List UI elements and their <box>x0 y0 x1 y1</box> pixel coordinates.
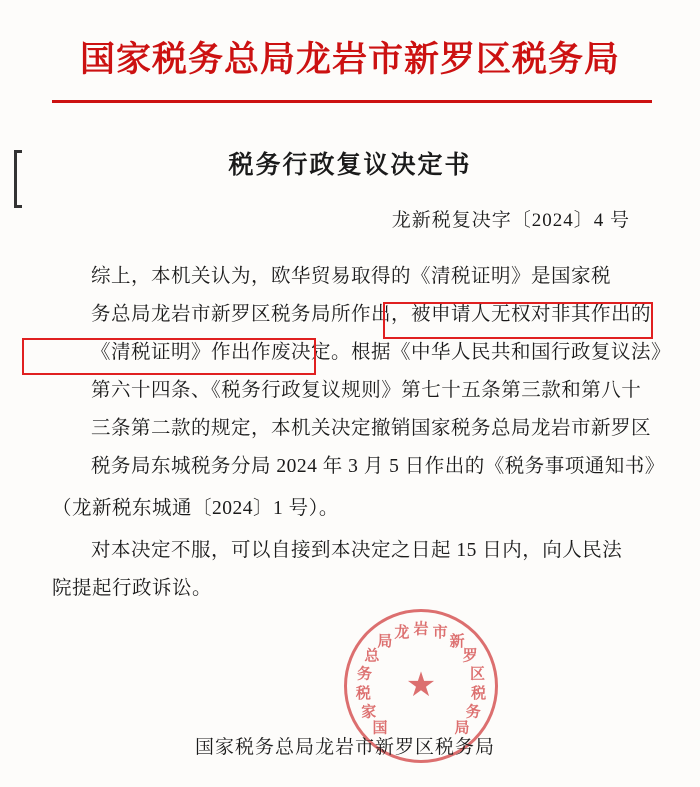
paragraph-3-line-1: 对本决定不服，可以自接到本决定之日起 15 日内，向人民法 <box>91 539 623 561</box>
paragraph-1-line-4: 第六十四条、《税务行政复议规则》第七十五条第三款和第八十 <box>91 379 642 401</box>
paragraph-2 <box>52 490 648 528</box>
seal-char: 区 <box>470 664 486 683</box>
document-title: 税务行政复议决定书 <box>228 149 472 179</box>
signature-line: 国家税务总局龙岩市新罗区税务局 <box>194 737 495 758</box>
paragraph-1-line-2: 务总局龙岩市新罗区税务局所作出，被申请人无权对非其作出的 <box>91 303 652 325</box>
seal-char: 税 <box>355 683 371 702</box>
seal-char: 岩 <box>413 619 429 638</box>
seal-char: 总 <box>364 646 380 665</box>
paragraph-1-line-6: 税务局东城税务分局 2024 年 3 月 5 日作出的《税务事项通知书》 <box>91 455 665 477</box>
seal-char: 务 <box>465 702 481 721</box>
paragraph-1-line-3: 《清税证明》作出作废决定。根据《中华人民共和国行政复议法》 <box>91 341 672 363</box>
header-red-rule <box>52 100 652 103</box>
paragraph-1-line-1: 综上，本机关认为，欧华贸易取得的《清税证明》是国家税 <box>91 265 612 287</box>
document-number: 龙新税复决字〔2024〕4 号 <box>391 209 630 231</box>
paragraph-1 <box>52 258 672 486</box>
document-header <box>52 0 648 82</box>
paragraph-3 <box>52 532 648 608</box>
document-body <box>52 258 672 608</box>
seal-char: 局 <box>454 718 470 737</box>
binding-edge-mark <box>14 150 22 208</box>
seal-char: 国 <box>372 718 388 737</box>
seal-char: 新 <box>449 632 465 651</box>
seal-star-icon: ★ <box>405 667 437 704</box>
paragraph-3-line-2: 院提起行政诉讼。 <box>52 577 213 599</box>
seal-char: 龙 <box>394 622 410 641</box>
issuing-organization-title: 国家税务总局龙岩市新罗区税务局 <box>79 39 620 80</box>
seal-char: 局 <box>377 632 393 651</box>
seal-char: 务 <box>356 664 372 683</box>
seal-char: 市 <box>432 622 448 641</box>
seal-char: 家 <box>361 702 377 721</box>
paragraph-1-line-5: 三条第二款的规定，本机关决定撤销国家税务总局龙岩市新罗区 <box>91 417 652 439</box>
seal-char: 税 <box>471 683 487 702</box>
seal-char: 罗 <box>462 646 478 665</box>
paragraph-2-line-1: （龙新税东城通〔2024〕1 号）。 <box>52 497 339 519</box>
